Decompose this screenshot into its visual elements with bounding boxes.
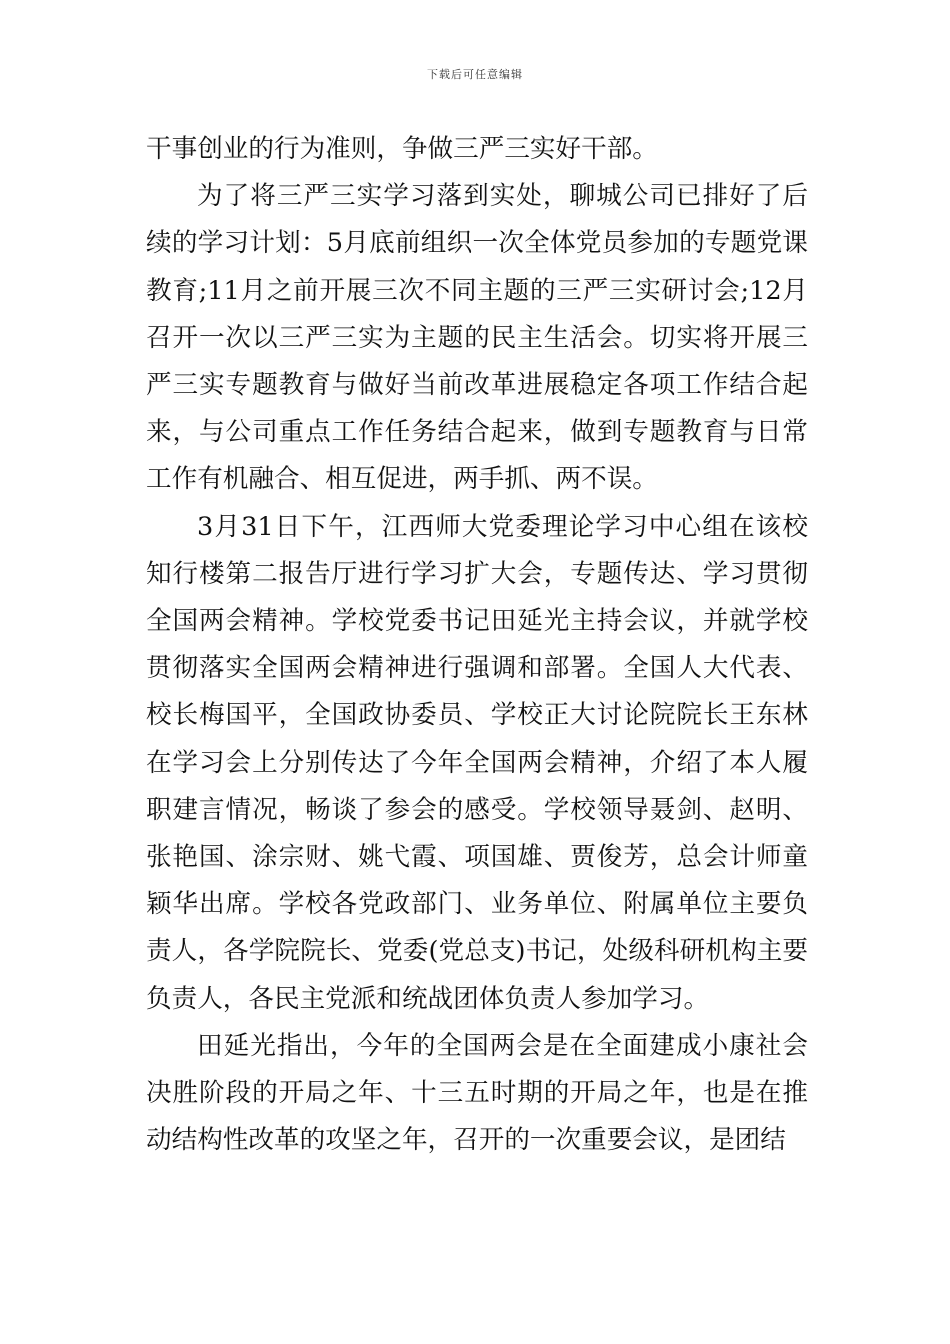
paragraph-1: 干事创业的行为准则，争做三严三实好干部。	[146, 134, 658, 164]
document-body	[146, 126, 808, 1164]
paragraph-4: 田延光指出，今年的全国两会是在全面建成小康社会决胜阶段的开局之年、十三五时期的开局之年，也是在推动结构性改革的攻坚之年，召开的一次重要会议，是团结	[146, 1030, 808, 1156]
paragraph-2: 为了将三严三实学习落到实处，聊城公司已排好了后续的学习计划：5月底前组织一次全体党员参加的专题党课教育;11月之前开展三次不同主题的三严三实研讨会;12月召开一次以三严三实为主题的民主生活会。切实将开展三严三实专题教育与做好当前改革进展稳定各项工作结合起来，与公司重点工作任务结合起来，做到专题教育与日常工作有机融合、相互促进，两手抓、两不误。	[146, 181, 808, 495]
paragraph-3: 3月31日下午，江西师大党委理论学习中心组在该校知行楼第二报告厅进行学习扩大会，专题传达、学习贯彻全国两会精神。学校党委书记田延光主持会议，并就学校贯彻落实全国两会精神进行强调和部署。全国人大代表、校长梅国平，全国政协委员、学校正大讨论院院长王东林在学习会上分别传达了今年全国两会精神，介绍了本人履职建言情况，畅谈了参会的感受。学校领导聂剑、赵明、张艳国、涂宗财、姚弋霞、项国雄、贾俊芳，总会计师童颖华出席。学校各党政部门、业务单位、附属单位主要负责人，各学院院长、党委(党总支)书记，处级科研机构主要负责人，各民主党派和统战团体负责人参加学习。	[146, 511, 808, 1014]
page-header: 下载后可任意编辑	[427, 68, 523, 81]
